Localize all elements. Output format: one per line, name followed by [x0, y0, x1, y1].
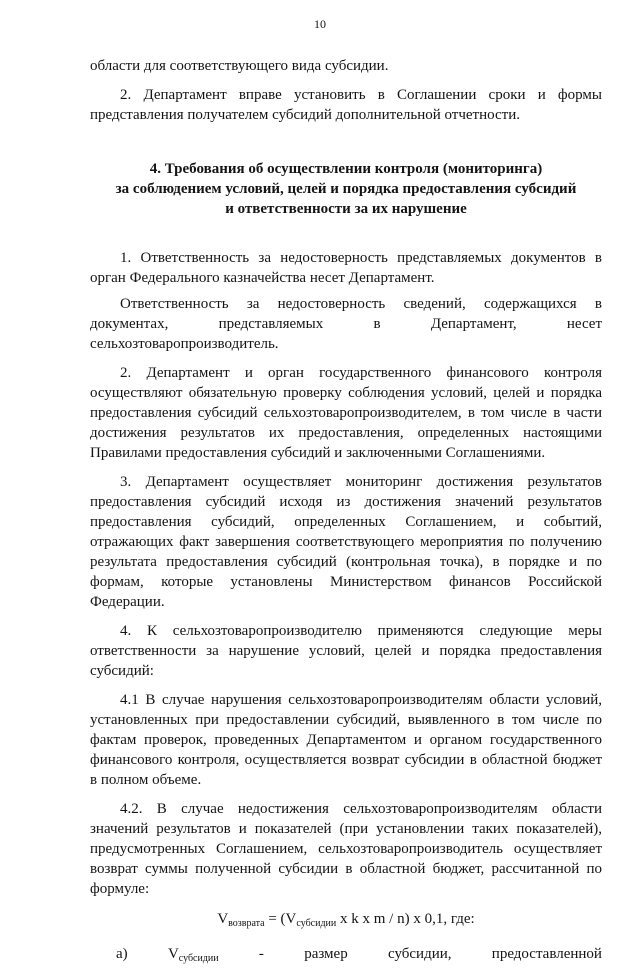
- refund-formula: [90, 909, 602, 934]
- definition-word-2: субсидии,: [388, 946, 452, 962]
- paragraph-4-1-b: Ответственность за недостоверность сведений, содержащихся в документах, представляемых в Департамент, несет сельхозтоваропроизводитель.: [90, 296, 602, 352]
- definition-word-3: предоставленной: [491, 946, 602, 962]
- paragraph-4-4-2: 4.2. В случае недостижения сельхозтоваропроизводителям области значений результатов и показателей (при установлении таких показателей), предусмотренных Соглашением, сельхозтоваропроизводитель осуществляет возврат суммы полученной субсидии в областной бюджет, рассчитанной по формуле:: [90, 801, 602, 897]
- definition-word-1: размер: [304, 946, 348, 962]
- paragraph-3-2: 2. Департамент вправе установить в Соглашении сроки и формы представления получателем субсидий дополнительной отчетности.: [90, 87, 602, 123]
- heading-line-1: 4. Требования об осуществлении контроля (мониторинга): [149, 161, 543, 177]
- formula-v: V: [217, 911, 229, 927]
- heading-line-3: и ответственности за их нарушение: [225, 201, 467, 217]
- paragraph-4-1: 1. Ответственность за недостоверность представляемых документов в орган Федерального казначейства несет Департамент.: [90, 250, 602, 286]
- paragraph-4-4-1: 4.1 В случае нарушения сельхозтоваропроизводителям области условий, установленных при предоставлении субсидий, выявленного в том числе по фактам проверок, проведенных Департаментом и органом государственного финансового контроля, осуществляется возврат субсидии в областной бюджет в полном объеме.: [90, 692, 602, 788]
- section-heading: [90, 159, 602, 219]
- definition-v: V: [167, 946, 179, 962]
- page-number: 10: [314, 17, 326, 31]
- definition-dash: -: [258, 946, 264, 962]
- heading-line-2: за соблюдением условий, целей и порядка предоставления субсидий: [115, 181, 577, 197]
- definition-symbol: [168, 944, 219, 969]
- paragraph-4-2: 2. Департамент и орган государственного финансового контроля осуществляют обязательную проверку соблюдения условий, целей и порядка предоставления субсидий сельхозтоваропроизводителем, в том числе в части достижения результатов их предоставления, определенных настоящими Правилами предоставления субсидий и заключенными Соглашениями.: [90, 365, 602, 461]
- formula-tail: x k x m / n) x 0,1, где:: [336, 911, 475, 927]
- definition-sub: субсидии: [178, 953, 219, 964]
- document-body: [90, 56, 602, 969]
- paragraph-continuation: области для соответствующего вида субсидии.: [90, 58, 389, 74]
- definition-marker: а): [116, 946, 128, 962]
- paragraph-4-3: 3. Департамент осуществляет мониторинг достижения результатов предоставления субсидий исходя из достижения значений результатов предоставления субсидий, определенных Соглашением, и событий, отражающих факт завершения соответствующего мероприятия по получению результата предоставления субсидий (контрольная точка), в порядке и по формам, которые установлены Министерством финансов Российской Федерации.: [90, 474, 602, 610]
- formula-sub-return: возврата: [228, 918, 265, 929]
- paragraph-4-4: 4. К сельхозтоваропроизводителю применяются следующие меры ответственности за нарушение условий, целей и порядка предоставления субсидий:: [90, 623, 602, 679]
- definition-row: [90, 944, 602, 969]
- formula-mid: = (V: [264, 911, 297, 927]
- formula-sub-subsidy: субсидии: [296, 918, 337, 929]
